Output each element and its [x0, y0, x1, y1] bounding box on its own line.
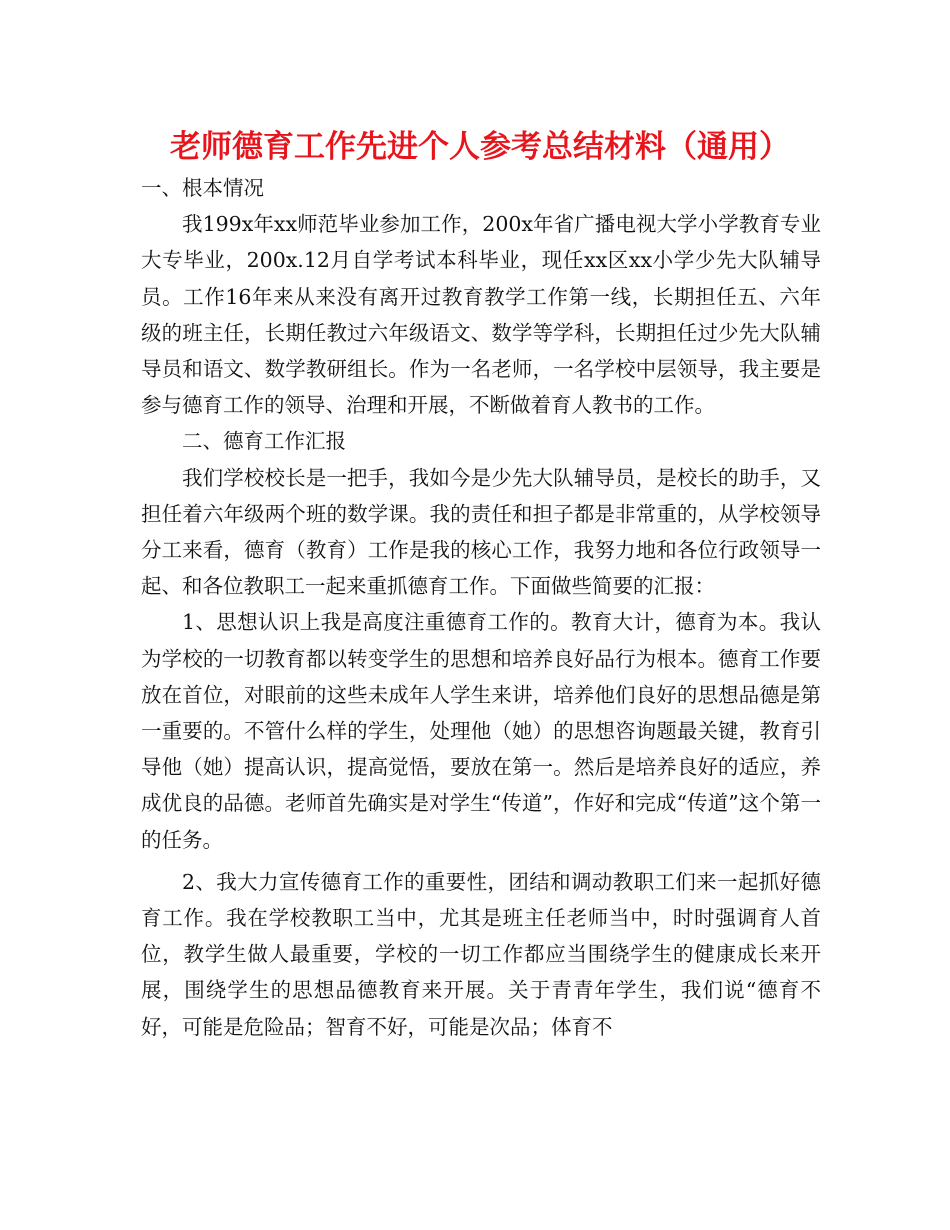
document-title: 老师德育工作先进个人参考总结材料（通用）: [170, 129, 790, 165]
paragraph-report-intro: 我们学校校长是一把手，我如今是少先大队辅导员，是校长的助手，又担任着六年级两个班的数学课。我的责任和担子都是非常重的，从学校领导分工来看，德育（教育）工作是我的核心工作，我努力地和各位行政领导一起、和各位教职工一起来重抓德育工作。下面做些简要的汇报：: [141, 465, 821, 599]
paragraph-item-2: 2、我大力宣传德育工作的重要性，团结和调动教职工们来一起抓好德育工作。我在学校教职工当中，尤其是班主任老师当中，时时强调育人首位，教学生做人最重要，学校的一切工作都应当围绕学生的健康成长来开展，围绕学生的思想品德教育来开展。关于青青年学生，我们说“德育不好，可能是危险品；智育不好，可能是次品；体育不: [141, 869, 821, 1039]
document-body: [141, 170, 821, 1045]
section-heading-report: 二、德育工作汇报: [182, 429, 346, 454]
paragraph-basic-info: 我199x年xx师范毕业参加工作，200x年省广播电视大学小学教育专业大专毕业，200x.12月自学考试本科毕业，现任xx区xx小学少先大队辅导员。工作16年来从来没有离开过教育教学工作第一线，长期担任五、六年级的班主任，长期任教过六年级语文、数学等学科，长期担任过少先大队辅导员和语文、数学教研组长。作为一名老师，一名学校中层领导，我主要是参与德育工作的领导、治理和开展，不断做着育人教书的工作。: [141, 212, 821, 418]
section-heading-basic: 一、根本情况: [141, 176, 264, 200]
paragraph-item-1: 1、思想认识上我是高度注重德育工作的。教育大计，德育为本。我认为学校的一切教育都以转变学生的思想和培养良好品行为根本。德育工作要放在首位，对眼前的这些未成年人学生来讲，培养他们良好的思想品德是第一重要的。不管什么样的学生，处理他（她）的思想咨询题最关键，教育引导他（她）提高认识，提高觉悟，要放在第一。然后是培养良好的适应，养成优良的品德。老师首先确实是对学生“传道”，作好和完成“传道”这个第一的任务。: [141, 610, 821, 852]
